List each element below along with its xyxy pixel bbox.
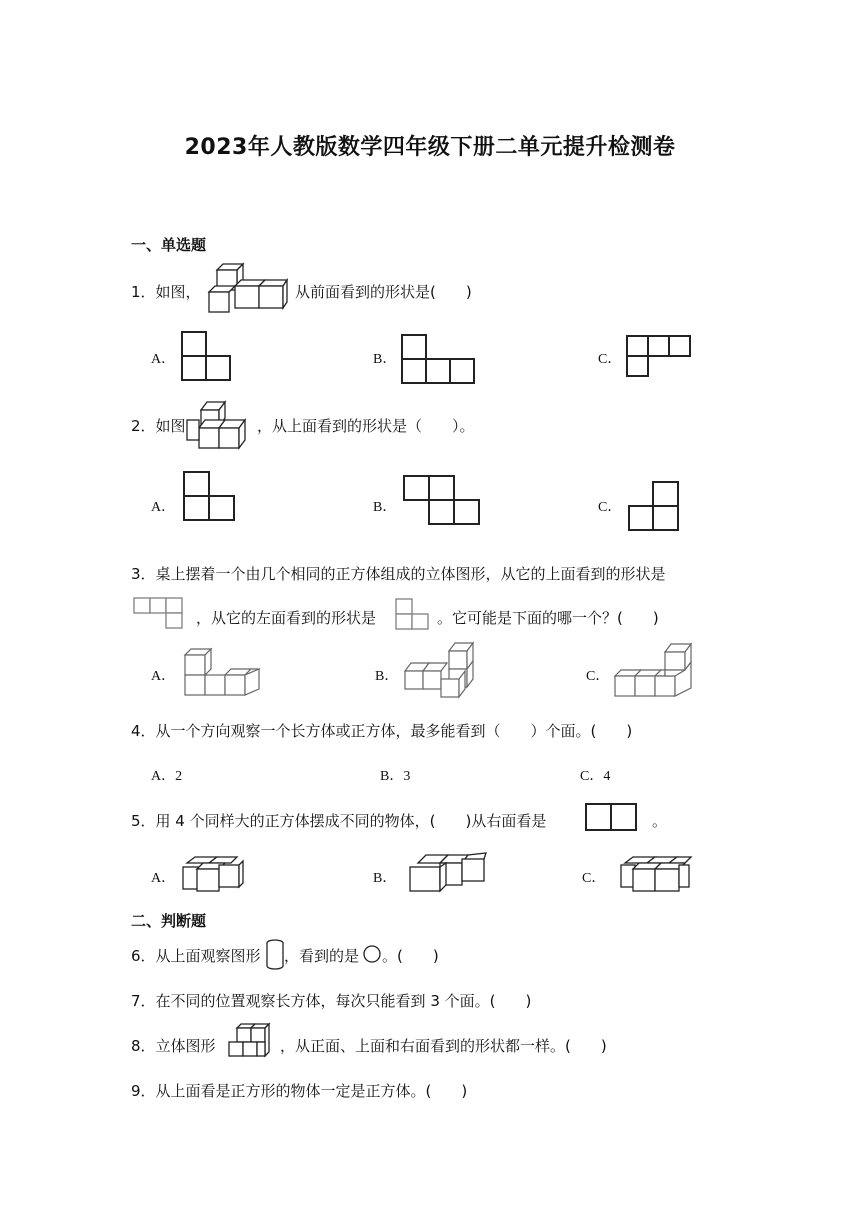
question-8-figure <box>227 1022 271 1062</box>
question-5-option-b[interactable]: B． <box>373 871 397 886</box>
question-2-text-start: 2．如图 <box>131 417 186 435</box>
question-1-option-a[interactable]: A． <box>151 352 176 367</box>
question-5-option-b-figure <box>408 851 488 893</box>
question-3-option-c-figure <box>613 642 695 700</box>
question-5-option-a-figure <box>181 855 245 895</box>
question-9-text: 9．从上面看是正方形的物体一定是正方体。( ) <box>131 1082 468 1100</box>
question-6-text-start: 6．从上面观察图形 <box>131 947 261 965</box>
question-2-option-a[interactable]: A． <box>151 500 176 515</box>
question-1-figure <box>207 262 287 316</box>
question-2-option-c-figure <box>628 481 682 533</box>
question-1-text-end: 从前面看到的形状是( ) <box>295 283 472 301</box>
question-1-option-a-figure <box>181 331 233 383</box>
question-4-option-a[interactable]: A．2 <box>151 769 183 784</box>
question-1-option-c[interactable]: C． <box>598 352 622 367</box>
section-heading-true-false: 二、判断题 <box>131 912 207 930</box>
question-5-right-view-figure <box>585 803 639 833</box>
question-3-text-mid: ，从它的左面看到的形状是 <box>196 609 377 627</box>
question-2-option-b[interactable]: B． <box>373 500 397 515</box>
question-3-top-view-figure <box>133 597 185 631</box>
question-7-text: 7．在不同的位置观察长方体，每次只能看到 3 个面。( ) <box>131 992 532 1010</box>
section-heading-single-choice: 一、单选题 <box>131 236 207 254</box>
question-3-left-view-figure <box>395 598 431 632</box>
question-3-option-b[interactable]: B． <box>375 669 399 684</box>
question-1-option-b-figure <box>401 334 477 386</box>
question-4-option-c[interactable]: C．4 <box>580 769 611 784</box>
question-1-option-c-figure <box>626 335 692 379</box>
question-3-text-line1: 3．桌上摆着一个由几个相同的正方体组成的立体图形，从它的上面看到的形状是 <box>131 565 666 583</box>
cylinder-icon <box>265 939 285 971</box>
question-3-option-b-figure <box>403 641 479 701</box>
question-5-option-c[interactable]: C． <box>582 871 606 886</box>
question-1-text-start: 1．如图， <box>131 283 201 301</box>
question-5-text-start: 5．用 4 个同样大的正方体摆成不同的物体，( )从右面看是 <box>131 812 547 830</box>
question-3-option-a[interactable]: A． <box>151 669 176 684</box>
page-title: 2023年人教版数学四年级下册二单元提升检测卷 <box>184 135 676 160</box>
question-4-option-b[interactable]: B．3 <box>380 769 411 784</box>
circle-icon <box>362 944 382 964</box>
question-4-text: 4．从一个方向观察一个长方体或正方体，最多能看到（ ）个面。( ) <box>131 722 633 740</box>
question-2-text-end: ，从上面看到的形状是（ ）。 <box>257 417 475 435</box>
question-8-text-end: ，从正面、上面和右面看到的形状都一样。( ) <box>280 1037 607 1055</box>
question-2-figure <box>185 398 249 452</box>
question-5-option-c-figure <box>619 855 693 895</box>
question-5-option-a[interactable]: A． <box>151 871 176 886</box>
question-2-option-b-figure <box>403 475 483 527</box>
question-5-text-end: 。 <box>652 812 668 830</box>
question-1-option-b[interactable]: B． <box>373 352 397 367</box>
question-3-option-a-figure <box>183 645 263 699</box>
question-6-text-end: 。( ) <box>382 947 439 965</box>
question-2-option-c[interactable]: C． <box>598 500 622 515</box>
question-3-option-c[interactable]: C． <box>586 669 610 684</box>
question-3-text-end: 。它可能是下面的哪一个？( ) <box>437 609 659 627</box>
question-8-text-start: 8．立体图形 <box>131 1037 216 1055</box>
question-6-text-mid: ，看到的是 <box>284 947 360 965</box>
question-2-option-a-figure <box>183 471 237 523</box>
